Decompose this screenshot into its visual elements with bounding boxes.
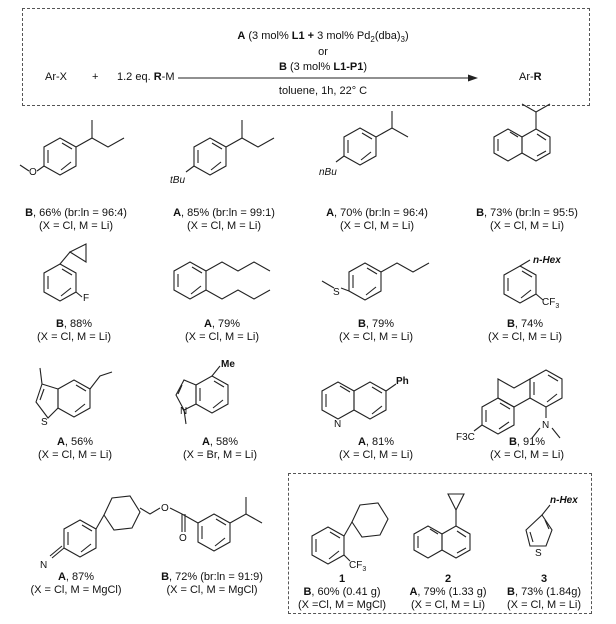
scaleup-caption-2: 2 A, 79% (1.33 g) (X = Cl, M = Li) — [409, 573, 487, 611]
caption-10: A, 58% (X = Br, M = Li) — [183, 436, 257, 461]
reagent-rm: 1.2 eq. R-M — [117, 71, 175, 83]
caption-4: B, 73% (br:ln = 95:5) (X = Cl, M = Li) — [476, 207, 578, 232]
or-label: or — [318, 46, 328, 58]
n-dimethyl-label: N — [542, 420, 550, 431]
structure-5 — [44, 244, 89, 304]
structure-4 — [494, 104, 550, 161]
n-label: N — [180, 406, 188, 417]
caption-5: B, 88% (X = Cl, M = Li) — [37, 318, 111, 343]
tbu-label: tBu — [170, 175, 186, 186]
scaleup-caption-3: 3 B, 73% (1.84g) (X = Cl, M = Li) — [507, 573, 581, 611]
s-label-2: S — [41, 417, 48, 428]
quinoline-n-label: N — [334, 419, 342, 430]
solvent-conditions: toluene, 1h, 22° C — [278, 85, 368, 97]
structure-14 — [140, 497, 262, 551]
nbu-label: nBu — [319, 167, 337, 178]
carbonyl-o-label: O — [179, 533, 187, 544]
thiophene-s-label: S — [535, 548, 542, 559]
structure-12 — [456, 370, 562, 443]
caption-2: A, 85% (br:ln = 99:1) (X = Cl, M = Li) — [173, 207, 275, 232]
caption-13: A, 87% (X = Cl, M = MgCl) — [30, 571, 122, 596]
nhex-label: n-Hex — [533, 255, 561, 266]
condition-b-line: B (3 mol% L1-P1) — [278, 61, 368, 73]
structure-scaleup-2 — [414, 494, 470, 558]
reactant-arx: Ar-X — [45, 71, 67, 83]
nitrile-n-label: N — [40, 560, 48, 571]
structure-9 — [36, 368, 112, 428]
caption-12: B, 91% (X = Cl, M = Li) — [490, 436, 564, 461]
caption-7: B, 79% (X = Cl, M = Li) — [339, 318, 413, 343]
product-ar-r: Ar-R — [519, 71, 542, 83]
caption-11: A, 81% (X = Cl, M = Li) — [339, 436, 413, 461]
caption-6: A, 79% (X = Cl, M = Li) — [185, 318, 259, 343]
structure-6 — [174, 262, 270, 299]
scaleup-caption-1: 1 B, 60% (0.41 g) (X =Cl, M = MgCl) — [297, 573, 386, 611]
ester-o-label: O — [161, 503, 169, 514]
structure-scaleup-1 — [312, 503, 388, 573]
f3c-label: F3C — [456, 432, 475, 443]
cf3-label-scaleup: $CF_3$ — [349, 560, 367, 573]
structure-8 — [504, 255, 561, 310]
caption-9: A, 56% (X = Cl, M = Li) — [38, 436, 112, 461]
nhex-label-scaleup: n-Hex — [550, 495, 578, 506]
structure-1 — [20, 120, 124, 178]
structure-13 — [40, 496, 140, 571]
condition-a-line: A (3 mol% L1 + 3 mol% $Pd_2(dba)_3$) — [237, 30, 409, 45]
f-label: F — [83, 293, 90, 304]
structure-2 — [170, 120, 274, 186]
caption-1: B, 66% (br:ln = 96:4) (X = Cl, M = Li) — [25, 207, 127, 232]
structure-10 — [176, 359, 235, 424]
caption-14: B, 72% (br:ln = 91:9) (X = Cl, M = MgCl) — [161, 571, 263, 596]
svg-text:O: O — [29, 167, 37, 178]
structure-3 — [319, 111, 408, 178]
s-label: S — [333, 287, 340, 298]
caption-3: A, 70% (br:ln = 96:4) (X = Cl, M = Li) — [326, 207, 428, 232]
cf3-label: $CF_3$ — [542, 297, 560, 310]
plus-sign: + — [92, 71, 99, 83]
me-label: Me — [221, 359, 235, 370]
structure-scaleup-3 — [526, 495, 578, 559]
caption-8: B, 74% (X = Cl, M = Li) — [488, 318, 562, 343]
ph-label: Ph — [396, 376, 409, 387]
structure-11 — [322, 376, 409, 430]
structure-7 — [322, 263, 429, 300]
